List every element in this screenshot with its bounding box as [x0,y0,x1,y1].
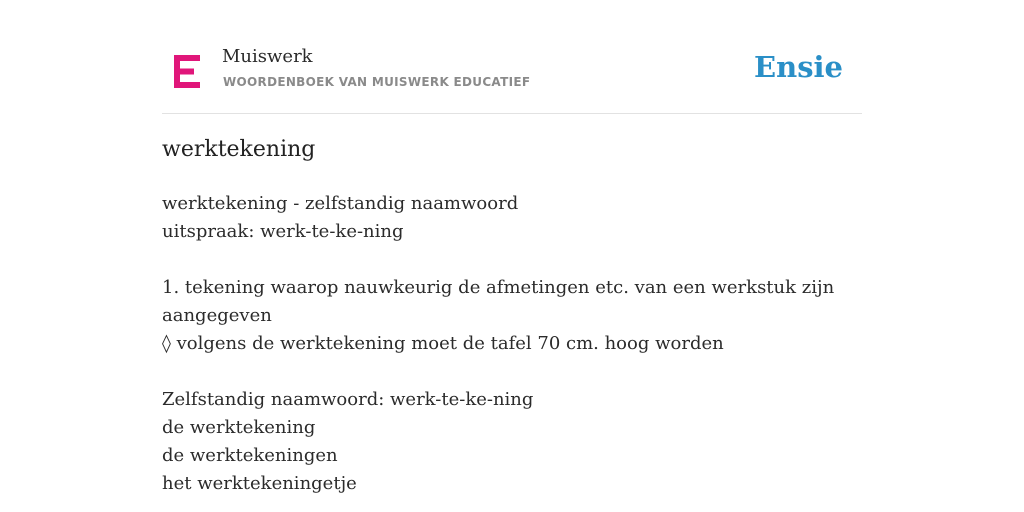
muiswerk-e-logo-icon[interactable] [174,55,200,88]
site-header [162,0,862,114]
definition: 1. tekening waarop nauwkeurig de afmetingen etc. van een werkstuk zijn aangegeven [162,277,835,326]
brand-name[interactable]: Muiswerk [222,46,313,67]
ensie-logo-link[interactable]: Ensie [754,50,843,84]
page-title: werktekening [162,137,316,162]
entry-heading-line: werktekening - zelfstandig naamwoord [162,193,519,214]
brand-subtitle: WOORDENBOEK VAN MUISWERK EDUCATIEF [223,75,531,89]
form-plural: de werktekeningen [162,445,338,466]
form-singular: de werktekening [162,417,316,438]
entry-content [162,190,862,498]
page [162,0,862,512]
form-diminutive: het werktekeningetje [162,473,357,494]
spacer [162,246,862,274]
example: ◊ volgens de werktekening moet de tafel 70 cm. hoog worden [162,333,724,354]
pronunciation: uitspraak: werk-te-ke-ning [162,221,404,242]
spacer [162,358,862,386]
grammar-line: Zelfstandig naamwoord: werk-te-ke-ning [162,389,534,410]
